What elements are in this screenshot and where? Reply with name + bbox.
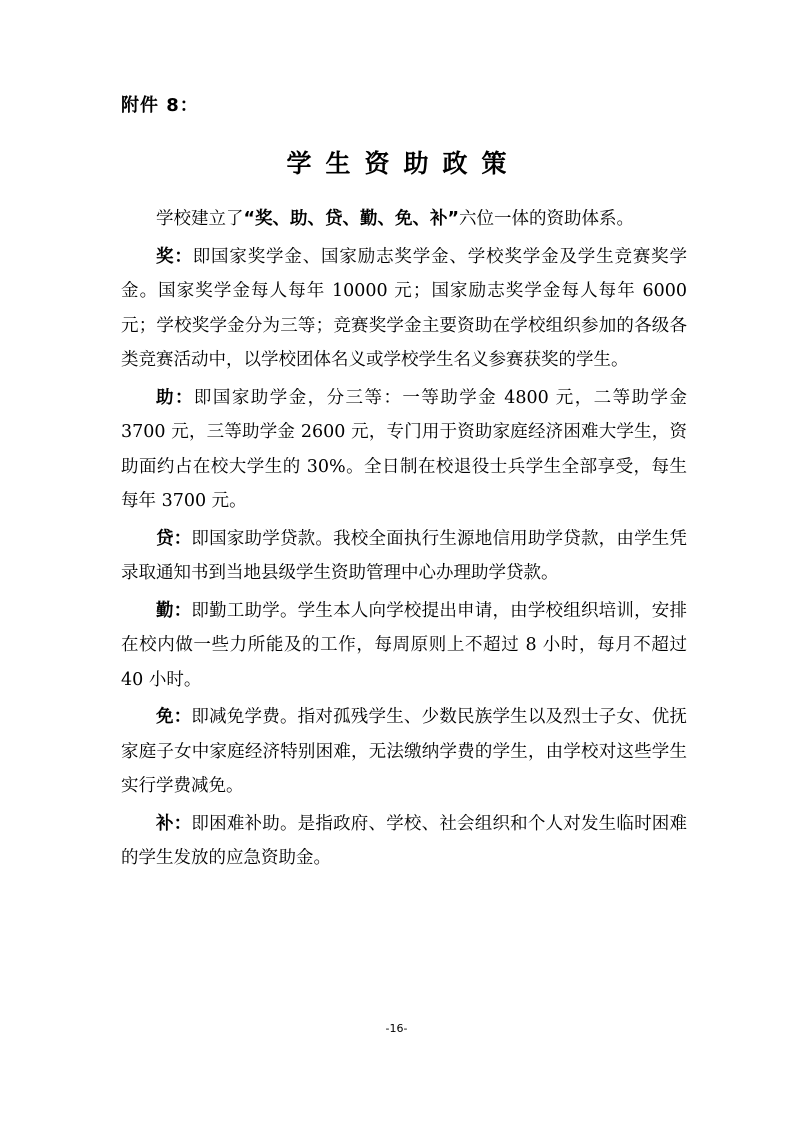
- document-body: [121, 202, 687, 876]
- page-number: -16-: [385, 1022, 408, 1035]
- section-text: 即国家奖学金、国家励志奖学金、学校奖学金及学生竞赛奖学金。国家奖学金每人每年 10000 元；国家励志奖学金每人每年 6000 元；学校奖学金分为三等；竞赛奖学金主要资助在学校组织参加的各级各类竞赛活动中，以学校团体名义或学校学生名义参赛获奖的学生。: [121, 246, 688, 370]
- section-lead: 贷：: [156, 528, 192, 549]
- section-grant: [121, 381, 687, 519]
- section-lead: 补：: [156, 813, 192, 834]
- page-title: 学生资助政策: [286, 149, 521, 178]
- intro-text-bold: “奖、助、贷、勤、免、补”: [243, 209, 460, 229]
- section-text: 即勤工助学。学生本人向学校提出申请，由学校组织培训，安排在校内做一些力所能及的工作，每周原则上不超过 8 小时，每月不超过 40 小时。: [121, 600, 688, 690]
- section-tuition-waiver: [121, 700, 687, 804]
- section-scholarship: [121, 240, 687, 378]
- section-work-study: [121, 594, 687, 698]
- section-lead: 奖：: [156, 246, 193, 267]
- intro-paragraph: [121, 202, 687, 237]
- section-lead: 助：: [156, 387, 194, 408]
- attachment-label: 附件 8：: [121, 95, 199, 116]
- section-hardship-subsidy: [121, 807, 687, 876]
- section-text: 即减免学费。指对孤残学生、少数民族学生以及烈士子女、优抚家庭子女中家庭经济特别困难，无法缴纳学费的学生，由学校对这些学生实行学费减免。: [121, 707, 688, 796]
- section-text: 即国家助学金，分三等：一等助学金 4800 元，二等助学金 3700 元，三等助学金 2600 元，专门用于资助家庭经济困难大学生，资助面约占在校大学生的 30%。全日制在校退役士兵学生全部享受，每生每年 3700 元。: [121, 387, 687, 511]
- section-lead: 免：: [156, 707, 192, 727]
- intro-text-after: 六位一体的资助体系。: [459, 209, 635, 229]
- section-text: 即国家助学贷款。我校全面执行生源地信用助学贷款，由学生凭录取通知书到当地县级学生资助管理中心办理助学贷款。: [121, 528, 688, 583]
- intro-text-before: 学校建立了: [156, 209, 244, 229]
- section-lead: 勤：: [156, 600, 192, 621]
- section-loan: [121, 522, 687, 591]
- section-text: 即困难补助。是指政府、学校、社会组织和个人对发生临时困难的学生发放的应急资助金。: [121, 813, 688, 868]
